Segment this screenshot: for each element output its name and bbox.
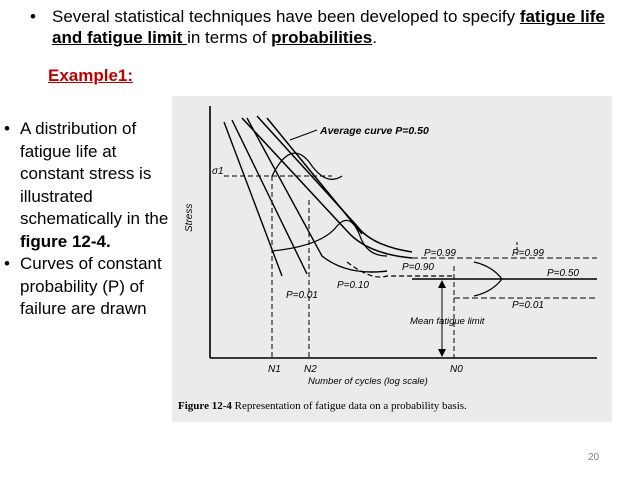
lower-dashed-path	[347, 262, 454, 277]
left-bullet-1-bold: figure 12-4.	[20, 231, 111, 251]
left-bullet-list	[0, 118, 178, 321]
left-bullet-item	[0, 118, 178, 253]
y-axis-label: Stress	[184, 203, 195, 232]
average-curve-label: Average curve P=0.50	[320, 125, 429, 137]
bullet-dot: •	[30, 7, 36, 26]
p010-label: P=0.10	[337, 280, 369, 291]
average-leader	[290, 130, 317, 140]
fatigue-figure	[172, 96, 612, 422]
left-bullet-1-text: A distribution of fatigue life at constant stress is illustrated schematically in the	[20, 119, 169, 228]
right-p099-label: P=0.99	[512, 248, 544, 259]
left-bullet-item	[0, 253, 178, 321]
right-p001-label: P=0.01	[512, 300, 544, 311]
bullet-dot: •	[4, 119, 10, 138]
top-bullet-emphasis: fatigue life and fatigue limit	[52, 7, 605, 47]
n0-label: N0	[450, 364, 463, 375]
top-bullet-text	[52, 6, 612, 48]
figure-caption-text: Representation of fatigue data on a probability basis.	[234, 400, 467, 412]
fatigue-diagram	[172, 96, 612, 422]
sigma-label: σ1	[212, 166, 224, 177]
curve-p010	[232, 120, 307, 274]
right-p050-label: P=0.50	[547, 268, 579, 279]
left-bullet-2-text: Curves of constant probability (P) of failure are drawn	[20, 254, 162, 318]
example-label: Example1:	[48, 66, 134, 85]
figure-caption-label: Figure 12-4	[178, 400, 232, 412]
p090-label: P=0.90	[402, 262, 434, 273]
bullet-dot: •	[4, 254, 10, 273]
top-bullet-prefix: Several statistical techniques have been developed to specify	[52, 7, 516, 26]
p099-label: P=0.99	[424, 248, 456, 259]
top-bullet-middle: in terms of	[187, 28, 272, 47]
top-bullet-emphasis2: probabilities	[271, 28, 373, 47]
mean-limit-arrowhead-top	[438, 280, 446, 288]
curve-p001	[224, 122, 282, 276]
figure-caption	[178, 400, 608, 412]
mean-fatigue-limit-label: Mean fatigue limit	[410, 316, 485, 327]
top-bullet-suffix: .	[372, 28, 377, 47]
page-number: 20	[588, 452, 600, 463]
n1-label: N1	[268, 364, 281, 375]
n2-label: N2	[304, 364, 317, 375]
p001-label: P=0.01	[286, 290, 318, 301]
left-bullet-text	[20, 119, 168, 251]
mean-limit-arrowhead-bottom	[438, 349, 446, 357]
x-axis-label: Number of cycles (log scale)	[308, 376, 428, 387]
